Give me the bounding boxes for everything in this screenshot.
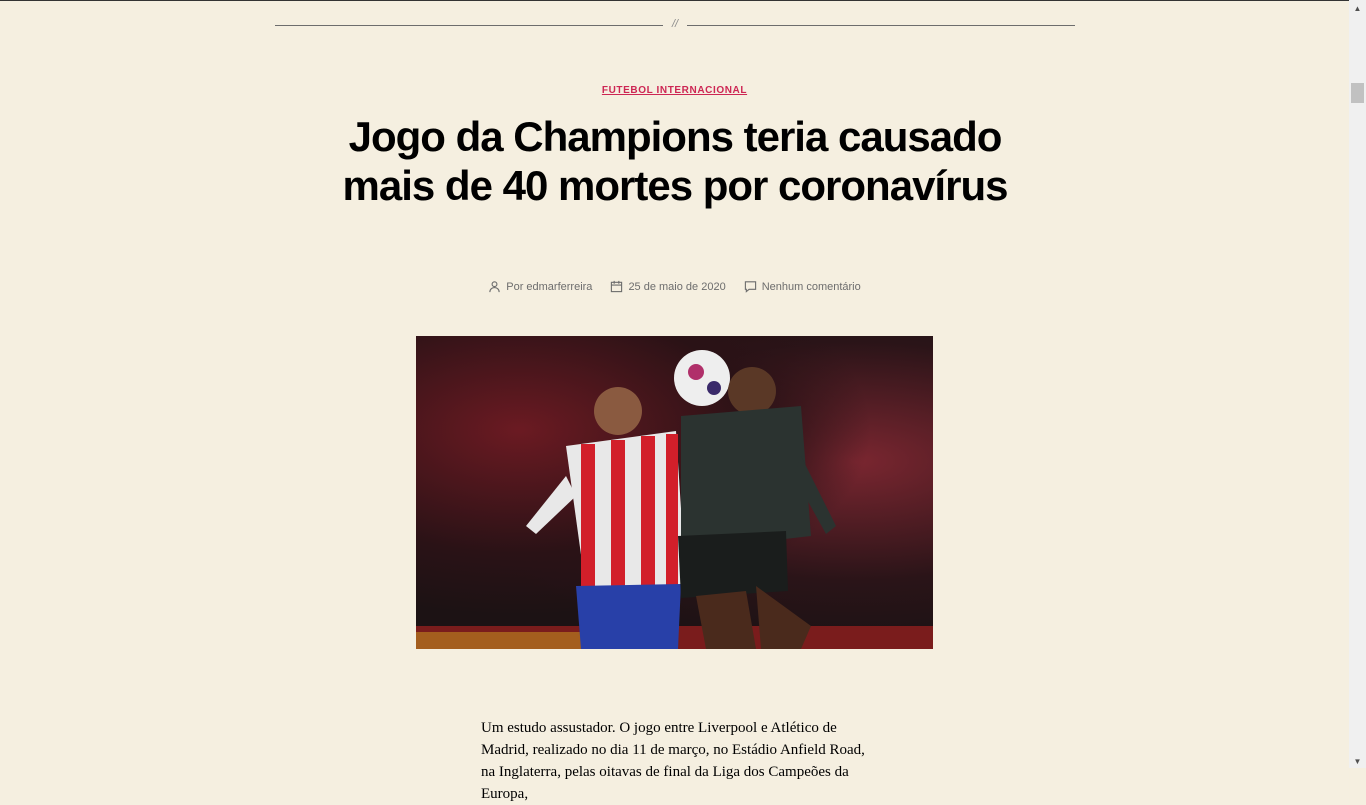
scroll-down-arrow-icon[interactable]: ▼ xyxy=(1353,757,1362,766)
header-divider xyxy=(275,18,1075,30)
article-title: Jogo da Champions teria causado mais de 40 mortes por coronavírus xyxy=(342,113,1008,209)
meta-comments[interactable] xyxy=(744,280,861,293)
divider-symbol: // xyxy=(671,18,679,30)
football-players-photo xyxy=(416,336,933,649)
article-body-paragraph: Um estudo assustador. O jogo entre Liverpool e Atlético de Madrid, realizado no dia 11 de março, no Estádio Anfield Road, na Inglaterra, pelas oitavas de final da Liga dos Campeões da Europa, xyxy=(481,720,865,802)
featured-image xyxy=(416,336,933,649)
divider-line-right xyxy=(687,25,1075,26)
author-link[interactable]: Por edmarferreira xyxy=(506,280,593,293)
category xyxy=(0,80,1349,98)
comments-link[interactable]: Nenhum comentário xyxy=(761,280,861,293)
scrollbar-thumb[interactable] xyxy=(1351,83,1364,103)
calendar-icon xyxy=(610,280,623,293)
meta-author[interactable] xyxy=(488,280,592,293)
user-icon xyxy=(488,280,501,293)
top-border xyxy=(0,0,1349,1)
vertical-scrollbar[interactable] xyxy=(1349,0,1366,768)
date-link[interactable]: 25 de maio de 2020 xyxy=(628,280,726,293)
article-meta xyxy=(0,280,1349,293)
category-link[interactable]: FUTEBOL INTERNACIONAL xyxy=(601,85,748,96)
scroll-up-arrow-icon[interactable]: ▲ xyxy=(1353,4,1362,13)
comment-icon xyxy=(744,280,757,293)
meta-date[interactable] xyxy=(610,280,725,293)
divider-line-left xyxy=(275,25,663,26)
